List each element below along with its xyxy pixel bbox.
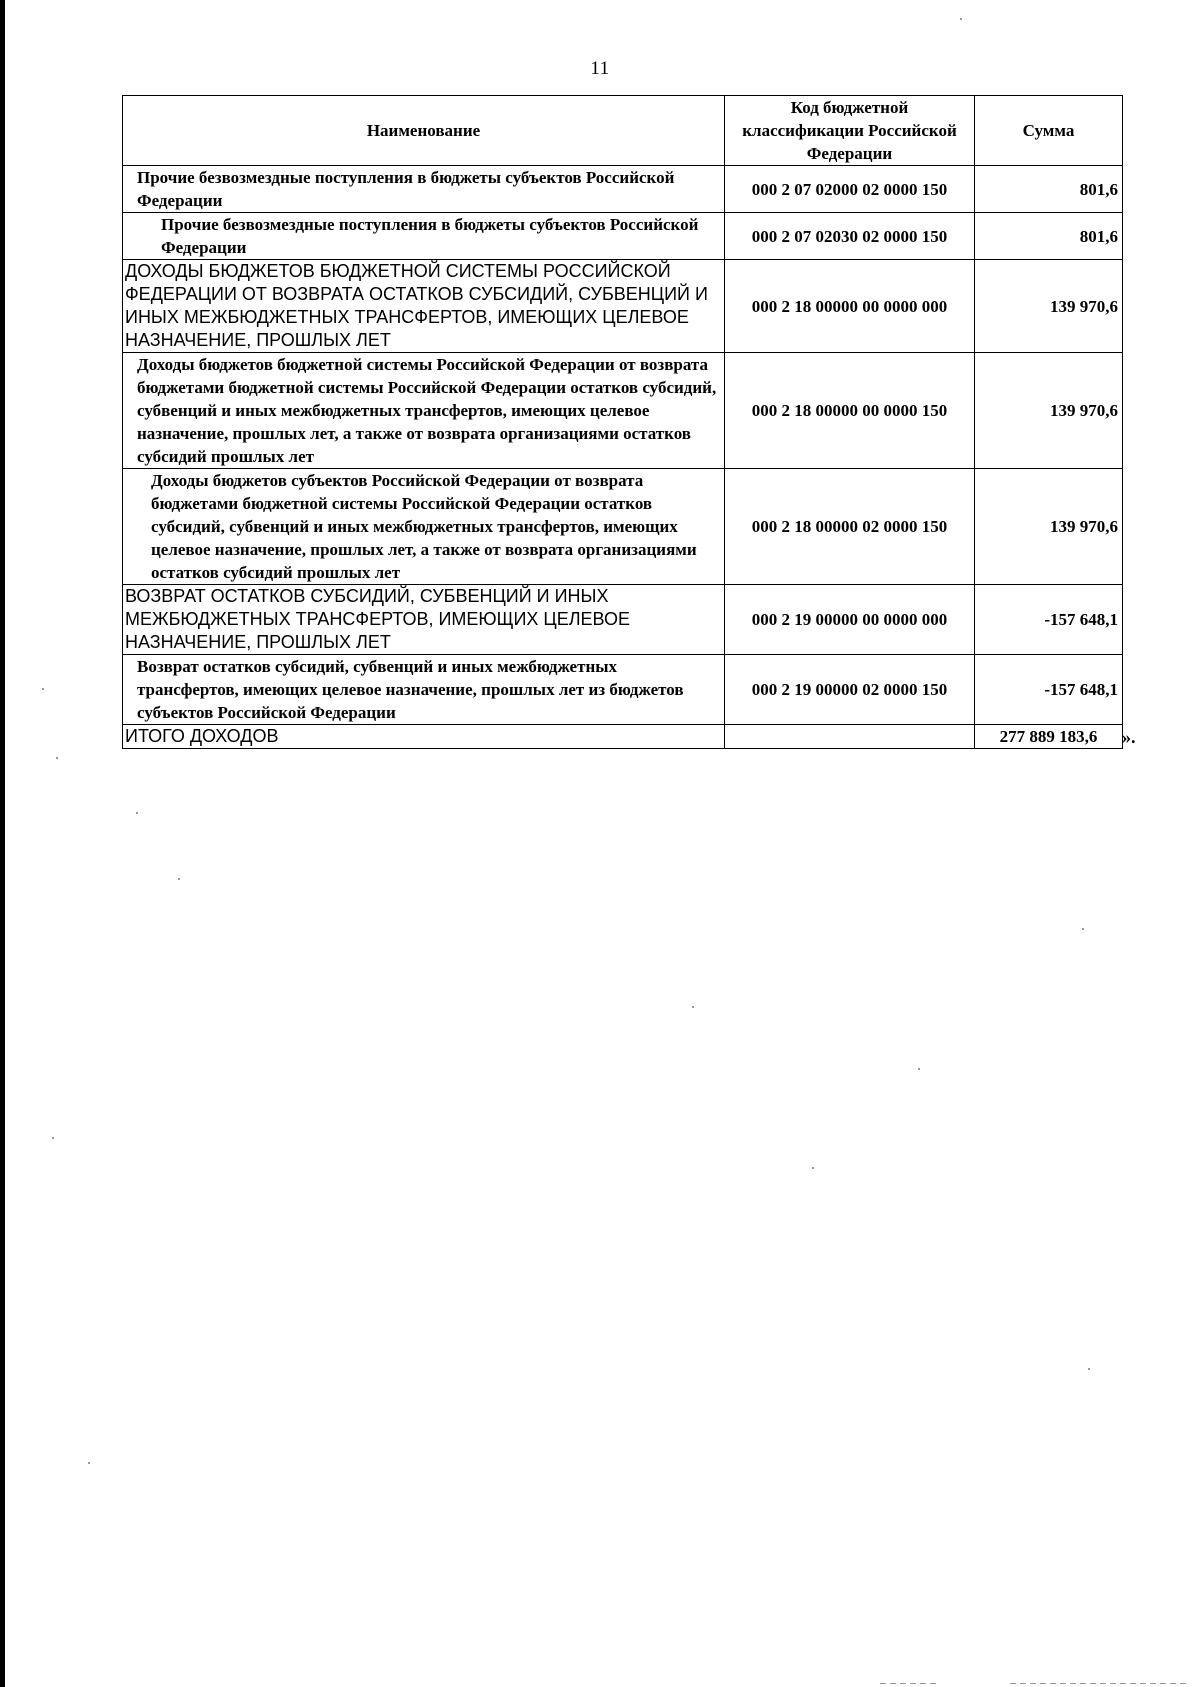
- row-sum: 139 970,6: [975, 353, 1123, 469]
- scan-speck: [178, 878, 180, 880]
- row-code: 000 2 07 02000 02 0000 150: [725, 166, 975, 213]
- row-name: Возврат остатков субсидий, субвенций и иных межбюджетных трансфертов, имеющих целевое назначение, прошлых лет из бюджетов субъектов Российской Федерации: [123, 655, 725, 725]
- row-sum: 139 970,6: [975, 260, 1123, 353]
- total-sum: 277 889 183,6: [975, 725, 1123, 749]
- table-row: [123, 166, 1123, 213]
- scan-speck: [42, 688, 44, 690]
- header-sum: Сумма: [975, 96, 1123, 166]
- total-row: [123, 725, 1123, 749]
- total-name: ИТОГО ДОХОДОВ: [123, 725, 725, 749]
- total-code: [725, 725, 975, 749]
- table-row: [123, 469, 1123, 585]
- row-name: Доходы бюджетов бюджетной системы Российской Федерации от возврата бюджетами бюджетной системы Российской Федерации остатков субсидий, субвенций и иных межбюджетных трансфертов, имеющих целевое назначение, прошлых лет, а также от возврата организациями остатков субсидий прошлых лет: [123, 353, 725, 469]
- page-number: 11: [590, 58, 610, 79]
- row-code: 000 2 18 00000 00 0000 000: [725, 260, 975, 353]
- header-name: Наименование: [123, 96, 725, 166]
- scan-left-edge: [0, 0, 5, 1687]
- scan-speck: [960, 18, 962, 20]
- header-code: Код бюджетной классификации Российской Федерации: [725, 96, 975, 166]
- scan-speck: [692, 1006, 694, 1008]
- scan-speck: [812, 1167, 814, 1169]
- scan-speck: [56, 757, 58, 759]
- row-code: 000 2 18 00000 00 0000 150: [725, 353, 975, 469]
- table-row: [123, 655, 1123, 725]
- row-name: ВОЗВРАТ ОСТАТКОВ СУБСИДИЙ, СУБВЕНЦИЙ И ИНЫХ МЕЖБЮДЖЕТНЫХ ТРАНСФЕРТОВ, ИМЕЮЩИХ ЦЕЛЕВОЕ НАЗНАЧЕНИЕ, ПРОШЛЫХ ЛЕТ: [123, 585, 725, 655]
- scan-speck: [1088, 1368, 1090, 1370]
- scan-speck: [918, 1068, 920, 1070]
- scan-bottom-dash: [1010, 1683, 1190, 1684]
- row-name: ДОХОДЫ БЮДЖЕТОВ БЮДЖЕТНОЙ СИСТЕМЫ РОССИЙСКОЙ ФЕДЕРАЦИИ ОТ ВОЗВРАТА ОСТАТКОВ СУБСИДИЙ, СУБВЕНЦИЙ И ИНЫХ МЕЖБЮДЖЕТНЫХ ТРАНСФЕРТОВ, ИМЕЮЩИХ ЦЕЛЕВОЕ НАЗНАЧЕНИЕ, ПРОШЛЫХ ЛЕТ: [123, 260, 725, 353]
- closing-quote-mark: ».: [1122, 727, 1136, 747]
- scan-bottom-dash: [880, 1683, 940, 1684]
- row-name: Прочие безвозмездные поступления в бюджеты субъектов Российской Федерации: [123, 213, 725, 260]
- table-header-row: [123, 96, 1123, 166]
- row-sum: -157 648,1: [975, 585, 1123, 655]
- row-code: 000 2 19 00000 00 0000 000: [725, 585, 975, 655]
- scan-speck: [52, 1137, 54, 1139]
- table-row: [123, 260, 1123, 353]
- row-sum: -157 648,1: [975, 655, 1123, 725]
- row-sum: 139 970,6: [975, 469, 1123, 585]
- row-name: Прочие безвозмездные поступления в бюджеты субъектов Российской Федерации: [123, 166, 725, 213]
- table-row: [123, 585, 1123, 655]
- row-code: 000 2 18 00000 02 0000 150: [725, 469, 975, 585]
- row-code: 000 2 19 00000 02 0000 150: [725, 655, 975, 725]
- scan-speck: [136, 812, 138, 814]
- scan-speck: [1082, 928, 1084, 930]
- row-sum: 801,6: [975, 166, 1123, 213]
- revenue-table: [122, 95, 1123, 749]
- table-row: [123, 213, 1123, 260]
- row-name: Доходы бюджетов субъектов Российской Федерации от возврата бюджетами бюджетной системы Российской Федерации остатков субсидий, субвенций и иных межбюджетных трансфертов, имеющих целевое назначение, прошлых лет, а также от возврата организациями остатков субсидий прошлых лет: [123, 469, 725, 585]
- table-row: [123, 353, 1123, 469]
- scan-speck: [88, 1462, 90, 1464]
- row-code: 000 2 07 02030 02 0000 150: [725, 213, 975, 260]
- row-sum: 801,6: [975, 213, 1123, 260]
